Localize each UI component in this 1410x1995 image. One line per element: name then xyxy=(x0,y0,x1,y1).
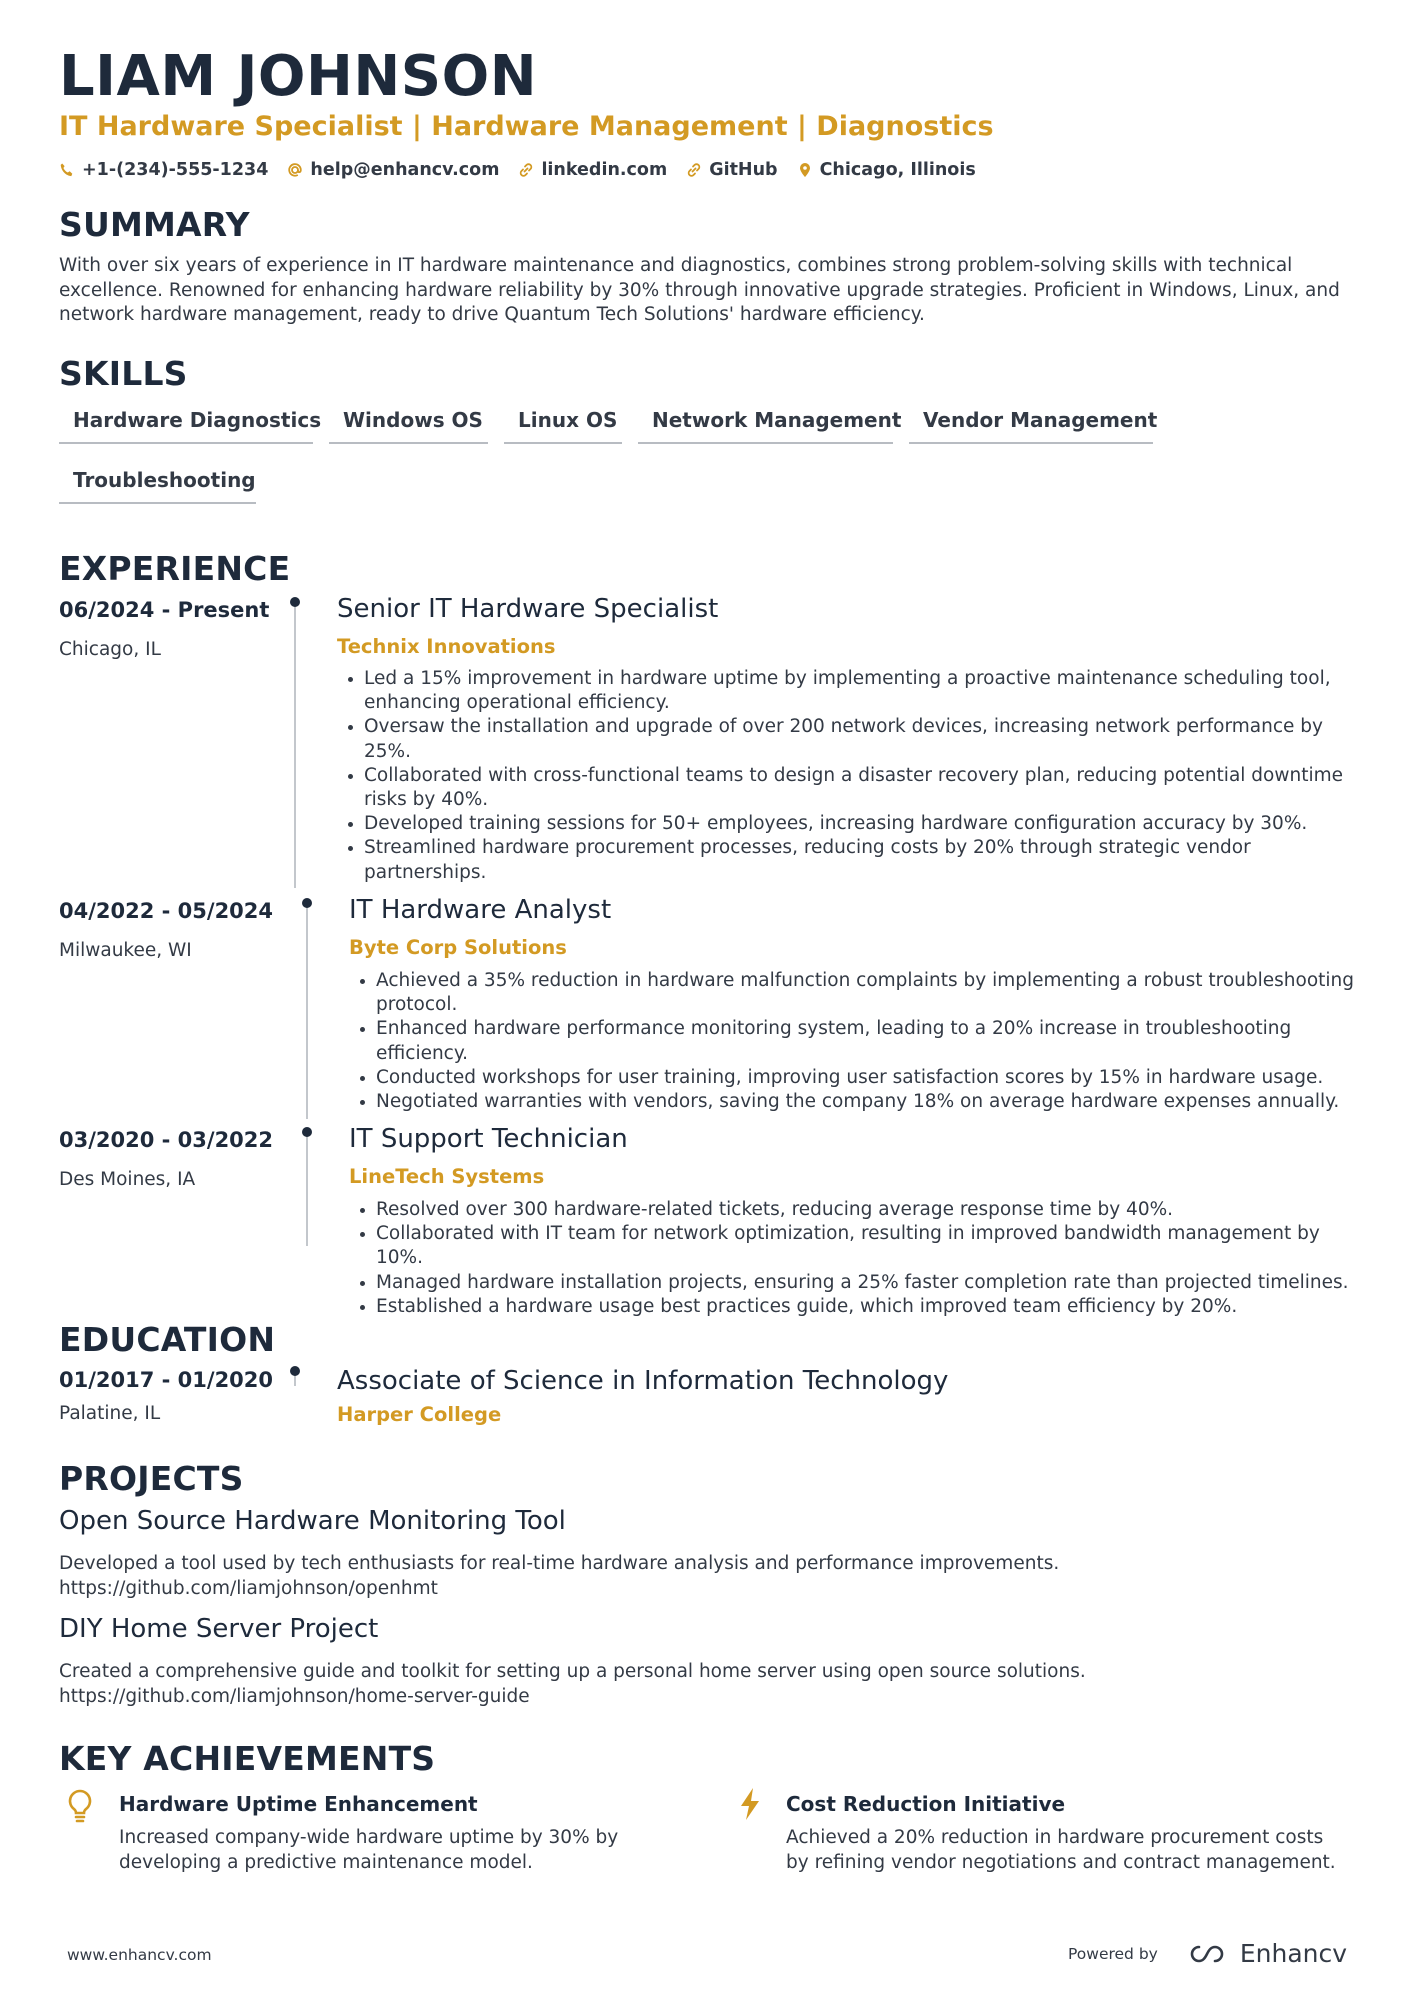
list-item: Established a hardware usage best practices guide, which improved team efficiency by 20%. xyxy=(354,1295,1364,1319)
lightbulb-icon xyxy=(64,1788,96,1824)
footer-website[interactable]: www.enhancv.com xyxy=(67,1946,212,1964)
achievement-title: Hardware Uptime Enhancement xyxy=(119,1792,478,1816)
brand-name: Enhancv xyxy=(1239,1939,1348,1968)
job-location: Des Moines, IA xyxy=(59,1169,196,1190)
list-item: Enhanced hardware performance monitoring system, leading to a 20% increase in troubleshooting efficiency. xyxy=(354,1017,1364,1065)
job-dates: 06/2024 - Present xyxy=(59,598,270,622)
projects-title: PROJECTS xyxy=(59,1459,244,1498)
education-dates: 01/2017 - 01/2020 xyxy=(59,1368,274,1392)
contact-github-text: GitHub xyxy=(709,160,778,180)
skill-tag: Hardware Diagnostics xyxy=(59,404,313,444)
job-location: Milwaukee, WI xyxy=(59,940,192,961)
candidate-headline: IT Hardware Specialist | Hardware Management | Diagnostics xyxy=(59,111,994,142)
contact-linkedin-text: linkedin.com xyxy=(541,160,668,180)
list-item: Streamlined hardware procurement processes, reducing costs by 20% through strategic vendor partnerships. xyxy=(342,836,1352,884)
job-company: Technix Innovations xyxy=(337,635,556,658)
timeline-line xyxy=(294,603,296,888)
job-dates: 04/2022 - 05/2024 xyxy=(59,899,274,923)
skills-title: SKILLS xyxy=(59,354,188,393)
contact-phone-text: +1-(234)-555-1234 xyxy=(82,160,269,180)
timeline-dot xyxy=(302,1127,312,1137)
list-item: Negotiated warranties with vendors, saving the company 18% on average hardware expenses annually. xyxy=(354,1090,1364,1114)
enhancv-logo[interactable] xyxy=(1184,1939,1347,1968)
achievement-description: Achieved a 20% reduction in hardware procurement costs by refining vendor negotiations and contract management. xyxy=(786,1827,1336,1873)
footer-branding xyxy=(1068,1939,1347,1968)
project-description: Created a comprehensive guide and toolkit for setting up a personal home server using open source solutions. xyxy=(59,1661,1086,1682)
list-item: Led a 15% improvement in hardware uptime by implementing a proactive maintenance scheduling tool, enhancing operational efficiency. xyxy=(342,667,1352,715)
list-item: Collaborated with cross-functional teams to design a disaster recovery plan, reducing potential downtime risks by 40%. xyxy=(342,764,1352,812)
job-company: Byte Corp Solutions xyxy=(349,936,567,959)
list-item: Resolved over 300 hardware-related tickets, reducing average response time by 40%. xyxy=(354,1198,1364,1222)
timeline-dot xyxy=(290,1366,300,1376)
list-item: Conducted workshops for user training, improving user satisfaction scores by 15% in hardware usage. xyxy=(354,1066,1364,1090)
link-icon xyxy=(686,162,702,178)
summary-text: With over six years of experience in IT hardware maintenance and diagnostics, combines strong problem-solving skills with technical excellence. Renowned for enhancing hardware reliability by 30% through innovative upgrade strategies. Proficient in Windows, Linux, and network hardware management, ready to drive Quantum Tech Solutions' hardware efficiency. xyxy=(59,255,1340,325)
contact-location-text: Chicago, Illinois xyxy=(819,160,976,180)
skill-tag: Linux OS xyxy=(504,404,622,444)
achievement-title: Cost Reduction Initiative xyxy=(786,1792,1066,1816)
contact-phone[interactable] xyxy=(59,160,268,180)
education-location: Palatine, IL xyxy=(59,1403,161,1424)
job-title: Senior IT Hardware Specialist xyxy=(337,594,719,624)
list-item: Developed training sessions for 50+ employees, increasing hardware configuration accuracy by 30%. xyxy=(342,812,1352,836)
job-title: IT Hardware Analyst xyxy=(349,895,612,925)
enhancv-logo-icon xyxy=(1184,1941,1230,1967)
contact-bar xyxy=(59,160,995,180)
timeline-dot xyxy=(290,597,300,607)
contact-github[interactable] xyxy=(686,160,777,180)
contact-email-text: help@enhancv.com xyxy=(310,160,500,180)
contact-location xyxy=(797,160,976,180)
achievements-title: KEY ACHIEVEMENTS xyxy=(59,1739,436,1778)
skill-tag: Network Management xyxy=(638,404,893,444)
job-location: Chicago, IL xyxy=(59,639,161,660)
list-item: Achieved a 35% reduction in hardware malfunction complaints by implementing a robust troubleshooting protocol. xyxy=(354,969,1364,1017)
skill-tag: Windows OS xyxy=(329,404,488,444)
job-dates: 03/2020 - 03/2022 xyxy=(59,1128,274,1152)
list-item: Managed hardware installation projects, ensuring a 25% faster completion rate than projected timelines. xyxy=(354,1271,1364,1295)
location-pin-icon xyxy=(797,162,813,178)
job-bullets xyxy=(342,667,1352,885)
education-title: EDUCATION xyxy=(59,1320,276,1359)
job-title: IT Support Technician xyxy=(349,1124,628,1154)
job-bullets xyxy=(354,969,1364,1114)
powered-by-label: Powered by xyxy=(1068,1944,1158,1963)
phone-icon xyxy=(59,162,75,178)
candidate-name: LIAM JOHNSON xyxy=(59,44,538,109)
timeline-line xyxy=(306,1133,308,1246)
job-company: LineTech Systems xyxy=(349,1165,545,1188)
project-name: DIY Home Server Project xyxy=(59,1614,379,1644)
list-item: Oversaw the installation and upgrade of over 200 network devices, increasing network performance by 25%. xyxy=(342,715,1352,763)
project-link[interactable]: https://github.com/liamjohnson/home-server-guide xyxy=(59,1686,530,1707)
project-name: Open Source Hardware Monitoring Tool xyxy=(59,1506,566,1536)
job-bullets xyxy=(354,1198,1364,1319)
summary-title: SUMMARY xyxy=(59,205,250,244)
achievement-description: Increased company-wide hardware uptime by 30% by developing a predictive maintenance model. xyxy=(119,1827,619,1873)
project-description: Developed a tool used by tech enthusiasts for real-time hardware analysis and performance improvements. xyxy=(59,1553,1060,1574)
timeline-dot xyxy=(302,898,312,908)
project-link[interactable]: https://github.com/liamjohnson/openhmt xyxy=(59,1578,438,1599)
list-item: Collaborated with IT team for network optimization, resulting in improved bandwidth management by 10%. xyxy=(354,1222,1364,1270)
lightning-bolt-icon xyxy=(734,1786,766,1822)
education-degree: Associate of Science in Information Technology xyxy=(337,1366,949,1396)
timeline-line xyxy=(306,904,308,1119)
link-icon xyxy=(518,162,534,178)
contact-linkedin[interactable] xyxy=(518,160,667,180)
skill-tag: Troubleshooting xyxy=(59,464,256,504)
contact-email[interactable] xyxy=(287,160,499,180)
experience-title: EXPERIENCE xyxy=(59,549,291,588)
at-icon xyxy=(287,162,303,178)
skill-tag: Vendor Management xyxy=(909,404,1153,444)
education-school: Harper College xyxy=(337,1403,502,1426)
